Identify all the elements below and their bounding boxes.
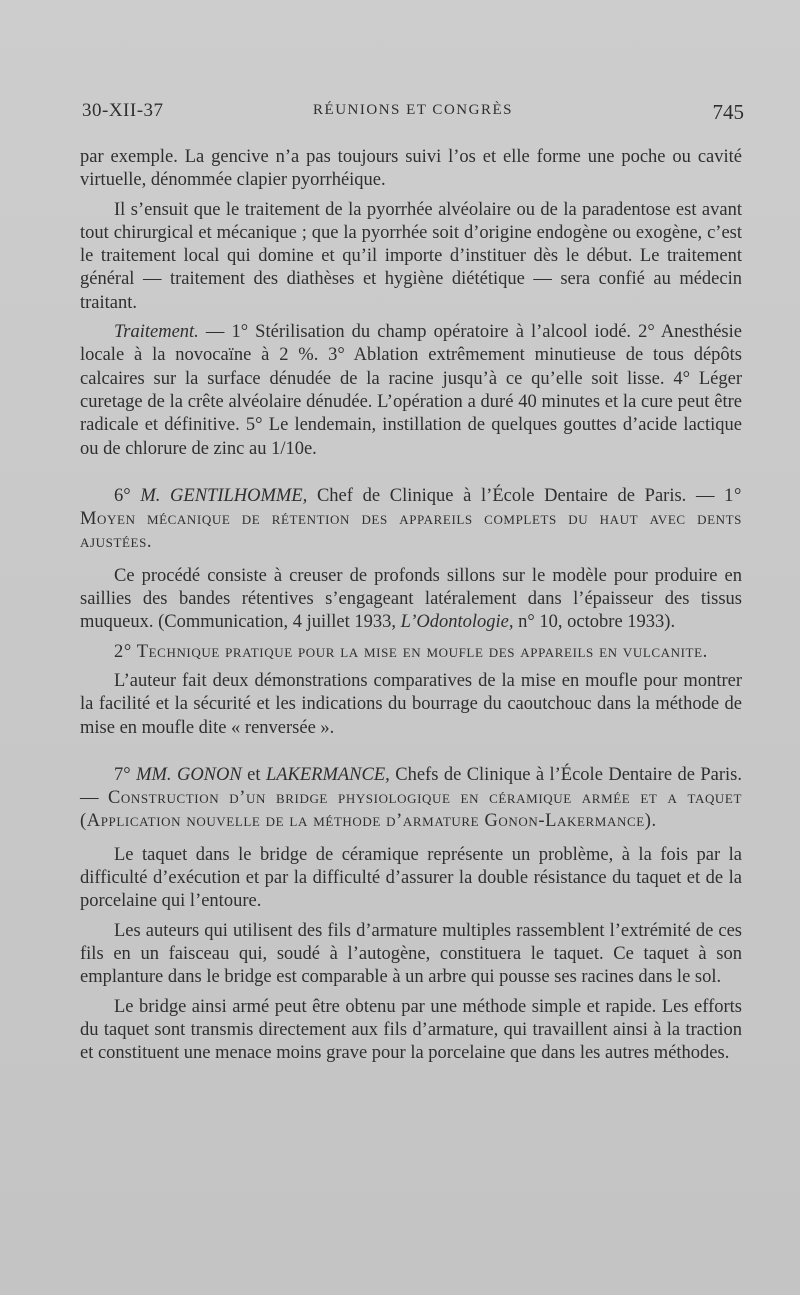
- section-7-affiliation: Chefs de Clinique à l’École Dentaire de Paris. —: [80, 764, 742, 809]
- section-6-title: 1° Moyen mécanique de rétention des appareils complets du haut avec dents ajustées.: [80, 485, 743, 553]
- paragraph-bridge-method: Le bridge ainsi armé peut être obtenu par une méthode simple et rapide. Les efforts du taquet sont transmis directement aux fils d’armature, qui travaillent ainsi à la traction et constituent une menace moins grave pour la porcelaine que dans les autres méthodes.: [80, 996, 742, 1064]
- section-6-heading: [80, 485, 742, 555]
- section-7-conjunction: et: [241, 764, 266, 785]
- page-number: 745: [712, 100, 744, 124]
- treatment-text: — 1° Stérilisation du champ opératoire à l’alcool iodé. 2° Anesthésie locale à la novocaïne à 2 %. 3° Ablation extrêmement minutieuse de tous dépôts calcaires sur la surface dénudée de la racine jusqu’à ce qu’elle soit lisse. 4° Léger curetage de la crête alvéolaire dénudée. L’opération a duré 40 minutes et la cure peut être radicale et définitive. 5° Le lendemain, instillation de quelques gouttes d’acide lactique ou de chlorure de zinc au 1/10e.: [80, 322, 742, 459]
- header-date: 30-XII-37: [82, 100, 164, 121]
- paragraph-armature-wires: Les auteurs qui utilisent des fils d’armature multiples rassemblent l’extrémité de ces fils en un faisceau qui, soudé à l’autogène, constituera le taquet. Ce taquet à son emplanture dans le bridge est comparable à un arbre qui pousse ses racines dans le sol.: [80, 920, 742, 988]
- treatment-label: Traitement.: [114, 322, 199, 343]
- paragraph-treatment-steps: [80, 321, 742, 461]
- paragraph-continuation: par exemple. La gencive n’a pas toujours suivi l’os et elle forme une poche ou cavité virtuelle, dénommée clapier pyorrhéique.: [80, 147, 742, 191]
- paragraph-demonstrations: L’auteur fait deux démonstrations comparatives de la mise en moufle pour montrer la facilité et la sécurité et les indications du bourrage du caoutchouc dans la méthode de mise en moufle dite « renversée ».: [80, 670, 742, 738]
- section-7-author-2: LAKERMANCE,: [265, 764, 390, 785]
- retention-text-end: n° 10, octobre 1933).: [513, 612, 676, 633]
- running-header: [82, 100, 744, 126]
- section-7-author-1: MM. GONON: [136, 764, 242, 785]
- paragraph-treatment-principle: Il s’ensuit que le traitement de la pyorrhée alvéolaire ou de la paradentose est avant tout chirurgical et mécanique ; que la pyorrhée soit d’origine endogène ou exogène, c’est le traitement local qui domine et qu’il importe d’instituer dès le début. Le traitement général — traitement des diathèses et hygiène diététique — sera confié au médecin traitant.: [80, 199, 742, 313]
- section-7-title: Construction d’un bridge physiologique en céramique armée et a taquet (Application nouvelle de la méthode d’armature Gonon-Lakermance).: [80, 788, 743, 832]
- section-6-affiliation: Chef de Clinique à l’École Dentaire de Paris. —: [307, 485, 725, 506]
- section-6-number: 6°: [114, 485, 141, 506]
- header-section: RÉUNIONS ET CONGRÈS: [313, 102, 513, 118]
- page-body: [80, 146, 742, 1065]
- paragraph-retention-method: [80, 565, 742, 635]
- journal-name: L’Odontologie,: [400, 612, 514, 633]
- section-7-number: 7°: [114, 764, 137, 785]
- paragraph-taquet-problem: Le taquet dans le bridge de céramique représente un problème, à la fois par la difficulté d’exécution et par la difficulté d’assurer la double résistance du taquet et de la porcelaine qui l’entoure.: [80, 844, 742, 912]
- section-6-author: M. GENTILHOMME,: [140, 485, 308, 506]
- section-6-subtitle-2: 2° Technique pratique pour la mise en moufle des appareils en vulcanite.: [114, 641, 708, 662]
- section-7-heading: [80, 764, 742, 834]
- retention-text: Ce procédé consiste à creuser de profonds sillons sur le modèle pour produire en saillies des bandes rétentives s’engageant latéralement dans l’épaisseur des tissus muqueux. (Communication, 4 juillet 1933,: [80, 565, 742, 633]
